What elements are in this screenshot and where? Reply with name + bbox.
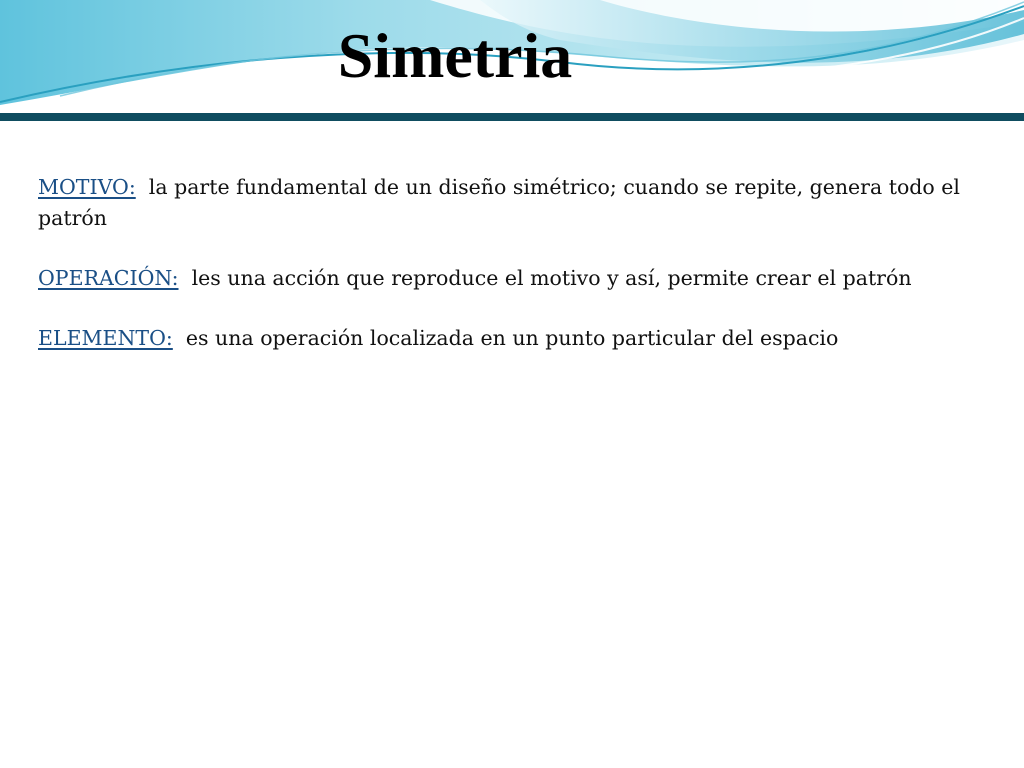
definition-operacion bbox=[38, 263, 998, 294]
definition-text-motivo: la parte fundamental de un diseño simétrico; cuando se repite, genera todo el patrón bbox=[38, 175, 960, 230]
definition-elemento bbox=[38, 323, 998, 354]
header-bar bbox=[0, 113, 1024, 121]
term-motivo: MOTIVO: bbox=[38, 175, 136, 199]
slide-title: Simetria bbox=[337, 20, 573, 91]
definitions-list bbox=[38, 172, 998, 383]
definition-text-operacion: les una acción que reproduce el motivo y así, permite crear el patrón bbox=[191, 266, 912, 290]
definition-motivo bbox=[38, 172, 998, 234]
term-elemento: ELEMENTO: bbox=[38, 326, 173, 350]
term-operacion: OPERACIÓN: bbox=[38, 266, 179, 290]
definition-text-elemento: es una operación localizada en un punto particular del espacio bbox=[185, 326, 839, 350]
